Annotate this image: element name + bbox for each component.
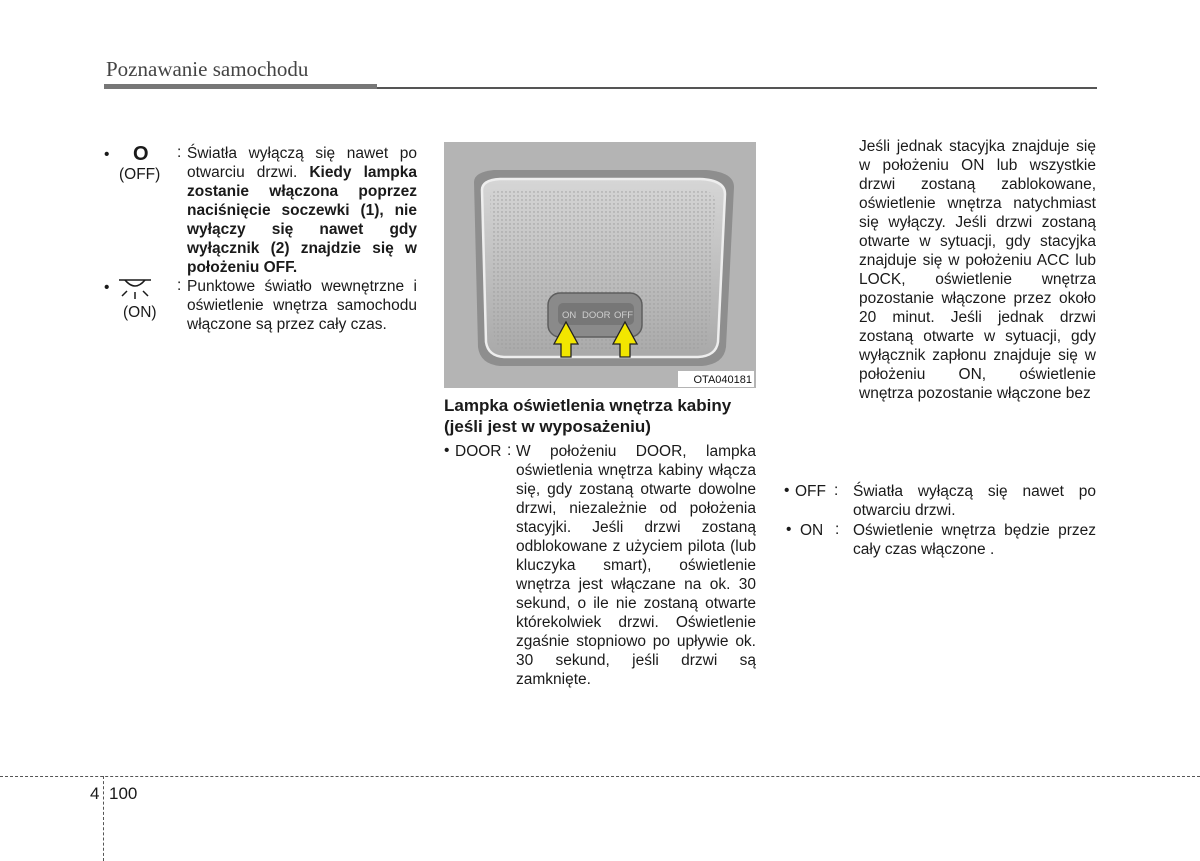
- door-description: W położeniu DOOR, lampka oświetlenia wnętrza kabiny włącza się, gdy zostaną otwarte dowolne drzwi, niezależnie od położenia stacyjki. Jeśli drzwi zostaną odblokowane z użyciem pilota (lub kluczyka smart), oświetlenie wnętrza jest włączane na ok. 30 sekund, o ile nie zostaną otwarte którekolwiek drzwi. Oświetlenie zgaśnie stopniowo po upływie ok. 30 sekund, jeśli drzwi są zamknięte.: [516, 443, 756, 688]
- continued-description: Jeśli jednak stacyjka znajduje się w położeniu ON lub wszystkie drzwi zostaną zablokowane, oświetlenie wnętrza natychmiast się wyłączy. Jeśli drzwi zostaną otwarte w sytuacji, gdy stacyjka znajduje się w położeniu ACC lub LOCK, oświetlenie wnętrza pozostanie włączone przez około 20 minut. Jeśli jednak drzwi zostaną otwarte w sytuacji, gdy wyłącznik zapłonu znajduje się w położeniu ON, oświetlenie wnętrza pozostanie włączone bez: [859, 138, 1096, 402]
- off-mode-label: OFF: [795, 483, 826, 500]
- bullet-dot: •: [444, 442, 450, 459]
- interior-light-icon: [118, 277, 152, 301]
- off-description-plain: Światła wyłączą się nawet po otwarciu drzwi.: [187, 145, 417, 181]
- footer-dashed-rule: [0, 776, 1200, 777]
- bullet-dot: •: [784, 482, 790, 499]
- header-rule-thin: [377, 87, 1097, 89]
- off-description-bold: Kiedy lampka zostanie włączona poprzez naciśnięcie soczewki (1), nie wyłączy się nawet gdy wyłącznik (2) znajdzie się w położeniu OFF.: [187, 164, 417, 276]
- colon: :: [177, 277, 182, 294]
- bullet-dot: •: [104, 279, 110, 296]
- on-mode-label: ON: [800, 522, 824, 539]
- colon: :: [177, 144, 182, 161]
- image-code: OTA040181: [693, 374, 752, 386]
- switch-label-off: OFF: [614, 310, 633, 321]
- off-icon-label: (OFF): [119, 166, 161, 183]
- colon: :: [834, 482, 839, 499]
- off-mode-description: Światła wyłączą się nawet po otwarciu drzwi.: [853, 483, 1096, 519]
- off-description: [187, 144, 417, 277]
- dome-lamp-illustration: [444, 142, 756, 388]
- colon: :: [835, 521, 840, 538]
- on-description: Punktowe światło wewnętrzne i oświetlenie wnętrza samochodu włączone są przez cały czas.: [187, 278, 417, 333]
- switch-label-on: ON: [562, 310, 577, 321]
- off-icon: O: [133, 143, 149, 165]
- chapter-number: 4: [90, 784, 100, 803]
- header-rule-thick: [104, 84, 377, 89]
- page-number: 100: [109, 784, 138, 803]
- dome-lamp-photo: [444, 142, 756, 388]
- bullet-dot: •: [104, 146, 110, 163]
- on-mode-description: Oświetlenie wnętrza będzie przez cały czas włączone .: [853, 522, 1096, 558]
- section-title: Lampka oświetlenia wnętrza kabiny (jeśli jest w wyposażeniu): [444, 396, 732, 436]
- on-icon-label: (ON): [123, 304, 157, 321]
- page-header-title: Poznawanie samochodu: [106, 57, 309, 81]
- footer-dashed-divider: [103, 776, 104, 861]
- switch-label-door: DOOR: [582, 310, 611, 321]
- colon: :: [507, 442, 512, 459]
- bullet-dot: •: [786, 521, 792, 538]
- door-label: DOOR: [455, 443, 502, 460]
